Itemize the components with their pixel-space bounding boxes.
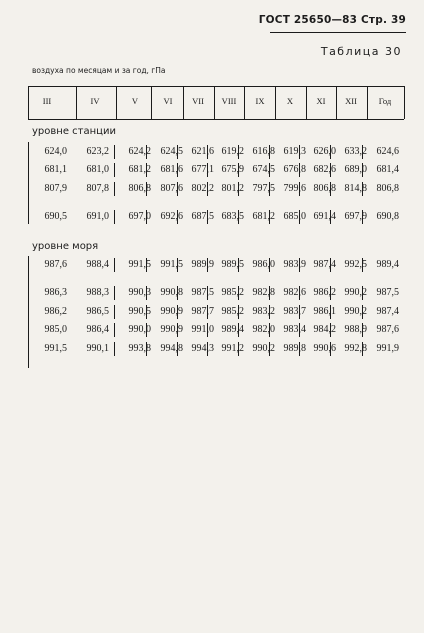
table-cell: 674,5 <box>238 163 275 177</box>
table-cell: 624,0 <box>44 146 67 157</box>
column-header: XI <box>316 96 326 106</box>
table-cell: 807,6 <box>146 182 183 196</box>
table-cell: 991,0 <box>177 323 214 337</box>
header-separator <box>76 86 77 119</box>
table-cell: 677,1 <box>177 163 214 177</box>
table-cell: 621,6 <box>177 145 214 159</box>
table-cell: 689,0 <box>330 163 367 177</box>
table-cell: 991,5 <box>146 258 183 272</box>
table-cell: 992,8 <box>330 342 367 356</box>
table-cell: 806,8 <box>114 182 151 196</box>
table-cell: 990,1 <box>86 343 109 354</box>
table-cell: 987,7 <box>177 305 214 319</box>
table-cell: 988,4 <box>86 259 109 270</box>
table-cell: 676,8 <box>269 163 306 177</box>
table-cell: 991,2 <box>207 342 244 356</box>
table-cell: 619,2 <box>207 145 244 159</box>
column-header: VI <box>163 96 173 106</box>
column-header: VIII <box>221 96 237 106</box>
table-cell: 982,6 <box>269 286 306 300</box>
table-cell: 797,5 <box>238 182 275 196</box>
table-cell: 989,5 <box>207 258 244 272</box>
table-cell: 986,1 <box>299 305 336 319</box>
page-number: Стр. 39 <box>361 14 406 26</box>
table-cell: 691,0 <box>86 211 109 222</box>
table-cell: 991,5 <box>114 258 151 272</box>
table-cell: 986,2 <box>299 286 336 300</box>
table-cell: 987,4 <box>299 258 336 272</box>
header-separator <box>183 86 184 119</box>
table-cell: 681,2 <box>114 163 151 177</box>
table-row <box>0 323 424 337</box>
table-cell: 985,0 <box>44 324 67 335</box>
table-cell: 990,9 <box>146 305 183 319</box>
table-cell: 987,6 <box>362 323 399 337</box>
table-cell: 987,5 <box>177 286 214 300</box>
table-cell: 988,9 <box>330 323 367 337</box>
table-cell: 690,8 <box>362 210 399 224</box>
table-cell: 983,4 <box>269 323 306 337</box>
table-cell: 994,3 <box>177 342 214 356</box>
header-separator <box>367 86 368 119</box>
table-cell: 623,2 <box>86 146 109 157</box>
column-header: V <box>131 96 139 106</box>
table-cell: 633,2 <box>330 145 367 159</box>
table-cell: 991,9 <box>362 342 399 356</box>
table-cell: 986,0 <box>238 258 275 272</box>
header-separator <box>275 86 276 119</box>
table-cell: 626,0 <box>299 145 336 159</box>
table-cell: 990,8 <box>146 286 183 300</box>
table-cell: 990,6 <box>299 342 336 356</box>
header-separator <box>306 86 307 119</box>
table-cell: 807,9 <box>44 183 67 194</box>
table-caption: воздуха по месяцам и за год, гПа <box>32 66 166 75</box>
table-row <box>0 182 424 196</box>
table-top-rule <box>28 86 404 87</box>
table-cell: 801,2 <box>207 182 244 196</box>
table-cell: 982,0 <box>238 323 275 337</box>
table-cell: 983,9 <box>269 258 306 272</box>
table-cell: 675,9 <box>207 163 244 177</box>
table-row <box>0 305 424 319</box>
table-cell: 681,6 <box>146 163 183 177</box>
table-cell: 624,2 <box>114 145 151 159</box>
table-row <box>0 258 424 272</box>
table-cell: 987,6 <box>44 259 67 270</box>
table-cell: 988,3 <box>86 287 109 298</box>
standard-number: ГОСТ 25650—83 <box>258 14 358 26</box>
table-cell: 806,8 <box>362 182 399 196</box>
table-cell: 989,4 <box>362 258 399 272</box>
table-cell: 993,8 <box>114 342 151 356</box>
table-cell: 989,9 <box>177 258 214 272</box>
table-row <box>0 210 424 224</box>
table-cell: 990,9 <box>146 323 183 337</box>
table-cell: 984,2 <box>299 323 336 337</box>
table-cell: 982,8 <box>238 286 275 300</box>
table-cell: 802,2 <box>177 182 214 196</box>
header-separator <box>336 86 337 119</box>
table-cell: 685,0 <box>269 210 306 224</box>
table-cell: 690,5 <box>44 211 67 222</box>
table-cell: 681,1 <box>44 164 67 175</box>
column-header: III <box>42 96 52 106</box>
column-header: XII <box>345 96 357 106</box>
table-cell: 991,5 <box>44 343 67 354</box>
page-header <box>259 14 406 26</box>
table-cell: 990,3 <box>114 286 151 300</box>
table-row <box>0 163 424 177</box>
table-cell: 683,5 <box>207 210 244 224</box>
table-row <box>0 145 424 159</box>
table-cell: 619,3 <box>269 145 306 159</box>
table-cell: 697,0 <box>114 210 151 224</box>
table-cell: 624,5 <box>146 145 183 159</box>
table-cell: 681,4 <box>362 163 399 177</box>
table-number: Таблица 30 <box>320 45 402 58</box>
table-row <box>0 342 424 356</box>
table-cell: 983,2 <box>238 305 275 319</box>
table-cell: 697,9 <box>330 210 367 224</box>
table-cell: 814,8 <box>330 182 367 196</box>
header-rule <box>270 32 406 33</box>
table-cell: 990,0 <box>114 323 151 337</box>
header-separator <box>151 86 152 119</box>
column-header: IV <box>90 96 100 106</box>
table-cell: 994,8 <box>146 342 183 356</box>
table-cell: 989,8 <box>269 342 306 356</box>
header-separator <box>28 86 29 119</box>
table-cell: 987,4 <box>362 305 399 319</box>
table-cell: 681,2 <box>238 210 275 224</box>
table-cell: 681,0 <box>86 164 109 175</box>
section-title: уровне станции <box>32 126 116 137</box>
section-title: уровне моря <box>32 241 99 252</box>
table-cell: 986,5 <box>86 306 109 317</box>
table-cell: 806,8 <box>299 182 336 196</box>
table-cell: 692,6 <box>146 210 183 224</box>
table-cell: 624,6 <box>362 145 399 159</box>
table-cell: 691,4 <box>299 210 336 224</box>
column-header: Год <box>378 96 392 106</box>
table-cell: 990,2 <box>330 286 367 300</box>
table-cell: 987,5 <box>362 286 399 300</box>
table-cell: 990,5 <box>114 305 151 319</box>
table-header-bottom-rule <box>28 119 404 120</box>
header-separator <box>116 86 117 119</box>
header-separator <box>244 86 245 119</box>
column-header: X <box>286 96 294 106</box>
column-header: VII <box>192 96 204 106</box>
table-cell: 616,8 <box>238 145 275 159</box>
table-cell: 799,6 <box>269 182 306 196</box>
table-cell: 986,2 <box>44 306 67 317</box>
table-cell: 983,7 <box>269 305 306 319</box>
column-header: IX <box>255 96 265 106</box>
table-cell: 682,6 <box>299 163 336 177</box>
table-row <box>0 286 424 300</box>
table-cell: 989,4 <box>207 323 244 337</box>
table-cell: 687,5 <box>177 210 214 224</box>
header-separator <box>214 86 215 119</box>
table-cell: 985,2 <box>207 305 244 319</box>
table-cell: 990,2 <box>330 305 367 319</box>
table-cell: 986,4 <box>86 324 109 335</box>
table-cell: 990,2 <box>238 342 275 356</box>
header-separator <box>404 86 405 119</box>
table-cell: 807,8 <box>86 183 109 194</box>
table-cell: 986,3 <box>44 287 67 298</box>
table-cell: 992,5 <box>330 258 367 272</box>
table-cell: 985,2 <box>207 286 244 300</box>
